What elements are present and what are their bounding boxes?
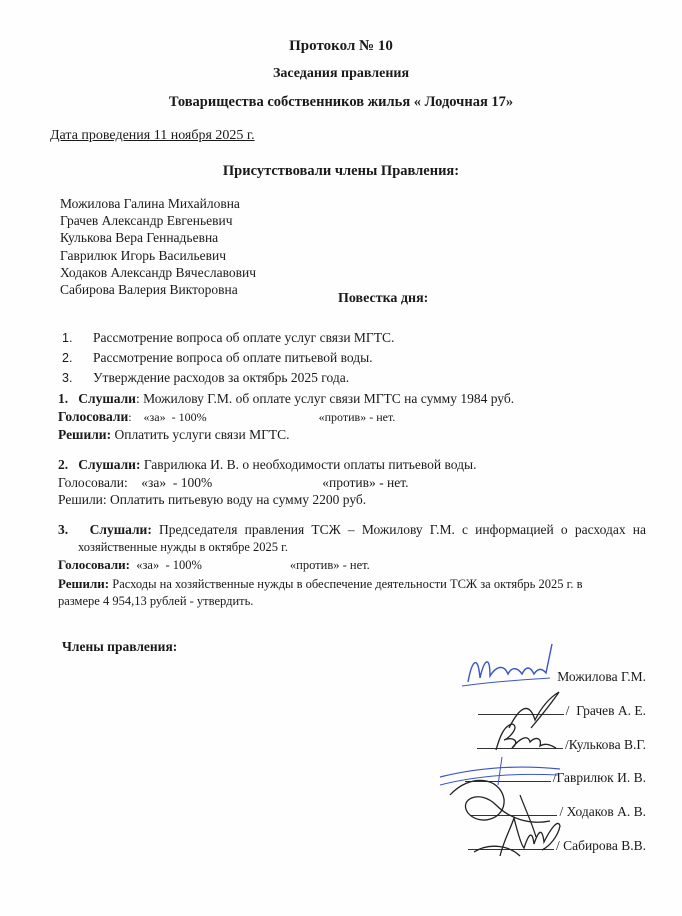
- meeting-date: Дата проведения 11 ноября 2025 г.: [50, 128, 255, 143]
- decided-text: Оплатить питьевую воду на сумму 2200 руб.: [106, 492, 367, 507]
- signatory-name: Кулькова В.Г.: [568, 737, 646, 752]
- member-item: Кулькова Вера Геннадьевна: [60, 230, 219, 246]
- present-heading: Присутствовали члены Правления:: [222, 163, 460, 179]
- board-heading: Члены правления:: [62, 639, 178, 654]
- member-item: Грачев Александр Евгеньевич: [60, 213, 233, 229]
- voted-label: Голосовали: [58, 408, 129, 424]
- member-item: Гаврилюк Игорь Васильевич: [60, 247, 227, 263]
- decided-label: Решили:: [58, 492, 107, 507]
- decided-text: Расходы на хозяйственные нужды в обеспечение деятельности ТСЖ за октябрь 2025 г. в: [109, 576, 583, 591]
- signature-separator: /: [559, 804, 567, 819]
- voted-label: Голосовали:: [58, 474, 128, 490]
- handwritten-signature-sabirova: [470, 812, 565, 862]
- handwritten-signature-mozhilova: [460, 640, 560, 690]
- voted-line: [58, 474, 476, 492]
- heard-line: [58, 390, 514, 408]
- vote-for: : «за» - 100%: [128, 409, 207, 424]
- signatory-name: Грачев А. Е.: [576, 703, 646, 718]
- agenda-text: Рассмотрение вопроса об оплате питьевой воды.: [93, 350, 373, 365]
- heard-label: Слушали: [78, 391, 136, 406]
- signatory-name: Сабирова В.В.: [563, 838, 646, 853]
- heard-label: Слушали:: [78, 457, 141, 472]
- item-number: 3.: [58, 522, 69, 537]
- signature-separator: /: [564, 737, 569, 752]
- voted-label: Голосовали:: [58, 557, 130, 572]
- resolution-item-2: [58, 456, 476, 509]
- heard-text: : Можилову Г.М. об оплате услуг связи МГТС на сумму 1984 руб.: [135, 391, 515, 406]
- agenda-item: [62, 328, 394, 348]
- item-number: 2.: [58, 457, 69, 472]
- heard-text: Председателя правления ТСЖ – Можилову Г.М. с информацией о расходах на: [151, 522, 646, 537]
- item-number: 1.: [58, 391, 69, 406]
- agenda-item: [62, 348, 394, 368]
- signature-separator: /: [565, 703, 577, 718]
- decided-text: Оплатить услуги связи МГТС.: [111, 427, 290, 442]
- vote-against: «против» - нет.: [322, 474, 409, 490]
- heard-text: Гаврилюка И. В. о необходимости оплаты питьевой воды.: [140, 457, 477, 472]
- heard-line: [58, 521, 646, 539]
- signatory-name: Гаврилюк И. В.: [556, 770, 646, 785]
- decided-label: Решили:: [58, 575, 110, 591]
- agenda-number: 3.: [62, 371, 73, 385]
- heard-line-continued: хозяйственные нужды в октябре 2025 г.: [78, 539, 289, 554]
- handwritten-signature-kulkova: [490, 716, 560, 754]
- resolution-item-1: [58, 390, 514, 444]
- vote-against: «против» - нет.: [289, 558, 370, 572]
- agenda-item: [62, 368, 394, 388]
- vote-for: «за» - 100%: [129, 558, 202, 572]
- signatory-name: Можилова Г.М.: [557, 669, 646, 684]
- voted-line: [58, 556, 646, 575]
- agenda-text: Рассмотрение вопроса об оплате услуг связи МГТС.: [93, 330, 395, 345]
- signature-separator: /: [552, 770, 557, 785]
- agenda-number: 2.: [62, 351, 73, 365]
- resolution-item-3: [58, 521, 646, 611]
- agenda-list: [62, 328, 394, 388]
- signature-separator: /: [555, 838, 564, 853]
- signatory-name: Ходаков А. В.: [566, 804, 646, 819]
- decided-line-continued: размере 4 954,13 рублей - утвердить.: [58, 594, 254, 608]
- agenda-number: 1.: [62, 331, 73, 345]
- decided-line: [58, 491, 476, 509]
- member-item: Можилова Галина Михайловна: [60, 196, 240, 211]
- decided-line: [58, 426, 514, 444]
- heard-line: [58, 456, 476, 474]
- vote-for: «за» - 100%: [127, 474, 213, 490]
- decided-line: [58, 575, 646, 594]
- vote-against: «против» - нет.: [318, 409, 396, 424]
- voted-line: [58, 408, 514, 427]
- agenda-heading: Повестка дня:: [338, 291, 429, 306]
- members-list: [60, 195, 256, 298]
- organization-subtitle: Товарищества собственников жилья « Лодочная 17»: [168, 94, 514, 110]
- agenda-text: Утверждение расходов за октябрь 2025 года.: [93, 370, 350, 385]
- member-item: Ходаков Александр Вячеславович: [60, 264, 257, 280]
- heard-label: Слушали:: [89, 522, 152, 537]
- member-item: Сабирова Валерия Викторовна: [60, 282, 238, 298]
- decided-label: Решили:: [58, 427, 112, 442]
- signature-row: [557, 669, 646, 685]
- meeting-subtitle: Заседания правления: [272, 66, 410, 81]
- protocol-title: Протокол № 10: [289, 38, 393, 54]
